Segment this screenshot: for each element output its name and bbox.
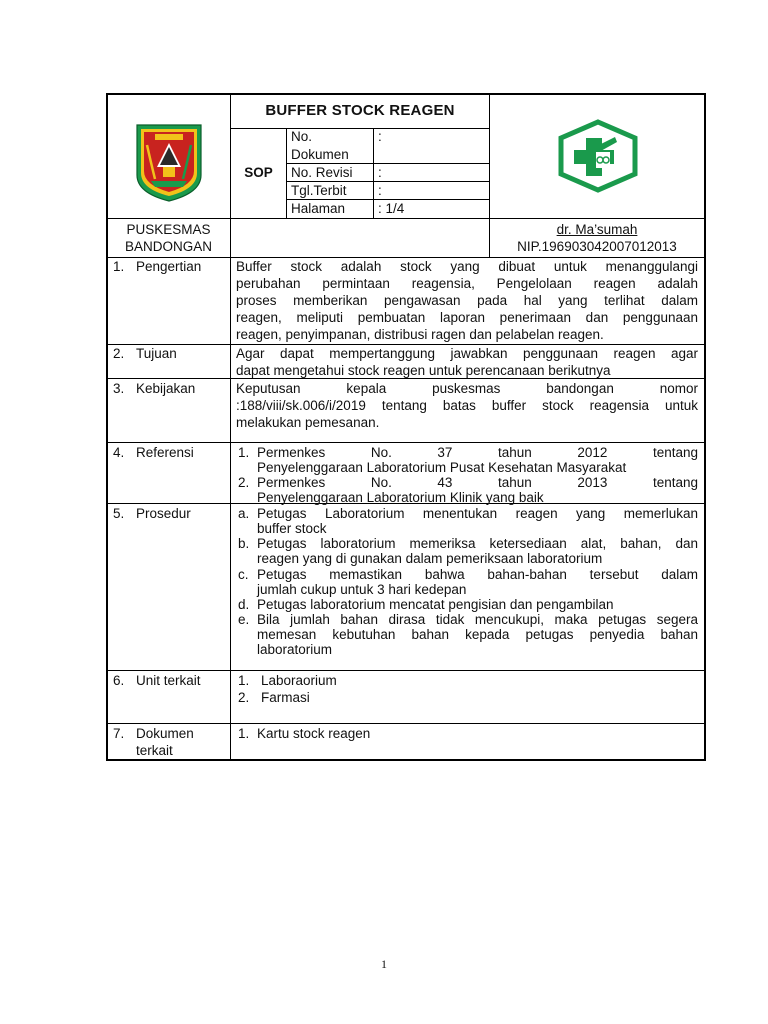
section-num-prosedur: 5. [113,506,125,521]
pengertian-line-5: reagen, penyimpanan, distribusi ragen dan pelabelan reagen. [236,327,604,342]
section-num-tujuan: 2. [113,346,125,361]
page-number: 1 [381,957,387,971]
signer-nip: NIP.196903042007012013 [517,239,677,254]
sop-label: SOP [244,165,273,180]
section-num-dokumen-terkait: 7. [113,726,125,741]
row-rule-unit [107,670,705,671]
section-num-kebijakan: 3. [113,381,125,396]
prosedur-marker-e: e. [238,612,250,627]
section-label-tujuan: Tujuan [136,346,177,361]
field-value-halaman: : 1/4 [378,201,405,216]
referensi-item-2-line-2: Penyelenggaraan Laboratorium Klinik yang baik [257,490,544,505]
prosedur-e-line-2: memesan kebutuhan bahan kepada petugas penyedia bahan [257,627,698,642]
dokumen-item-1: Kartu stock reagen [257,726,371,741]
row-rule-referensi [107,442,705,443]
section-label-dokumen-terkait-1: Dokumen [136,726,194,741]
section-label-prosedur: Prosedur [136,506,191,521]
org-name-line2: BANDONGAN [124,239,212,254]
column-divider-left [230,94,231,760]
unit-item-2: Farmasi [261,690,310,705]
field-label-no-dokumen-1: No. [291,129,313,144]
prosedur-marker-a: a. [238,506,250,521]
prosedur-b-line-1: Petugas laboratorium memeriksa ketersediaan alat, bahan, dan [257,536,698,551]
prosedur-marker-d: d. [238,597,250,612]
tujuan-line-1: Agar dapat mempertanggung jawabkan penggunaan reagen agar [236,346,698,361]
kebijakan-line-1: Keputusan kepala puskesmas bandongan nomor [236,381,698,396]
signer-name: dr. Ma’sumah [556,222,638,237]
pengertian-line-1: Buffer stock adalah stock yang dibuat untuk menanggulangi [236,259,698,274]
prosedur-d-line-1: Petugas laboratorium mencatat pengisian dan pengambilan [257,597,614,612]
referensi-item-1-line-2: Penyelenggaraan Laboratorium Pusat Kesehatan Masyarakat [257,460,627,475]
field-value-no-dokumen: : [378,129,382,144]
pengertian-line-4: reagen, meliputi pembuatan laporan penerimaan dan penggunaan [236,310,698,325]
prosedur-e-line-1: Bila jumlah bahan dirasa tidak mencukupi, maka petugas segera [257,612,698,627]
section-label-unit-terkait: Unit terkait [136,673,201,688]
section-label-referensi: Referensi [136,445,194,460]
unit-marker-1: 1. [238,673,250,688]
section-num-unit-terkait: 6. [113,673,125,688]
section-label-dokumen-terkait-2: terkait [136,743,173,758]
regency-coat-of-arms-logo [133,123,205,203]
prosedur-a-line-1: Petugas Laboratorium menentukan reagen yang memerlukan [257,506,698,521]
referensi-item-2-line-1: Permenkes No. 43 tahun 2013 tentang [257,475,698,490]
unit-marker-2: 2. [238,690,250,705]
section-label-pengertian: Pengertian [136,259,202,274]
field-value-divider [373,128,374,218]
field-label-no-revisi: No. Revisi [291,165,353,180]
header-bottom-rule [107,218,705,219]
org-name-line1: PUSKESMAS [126,222,211,237]
prosedur-c-line-2: jumlah cukup untuk 3 hari kedepan [257,582,467,597]
dokumen-marker-1: 1. [238,726,250,741]
row-rule-dokumen [107,723,705,724]
pengertian-line-2: perubahan permintaan reagensia, Pengelolaan reagen adalah [236,276,698,291]
field-label-halaman: Halaman [291,201,346,216]
document-title: BUFFER STOCK REAGEN [265,102,455,119]
pengertian-line-3: proses memberikan pengawasan pada hal yang terlihat dalam [236,293,698,308]
puskesmas-green-cross-logo [555,118,641,194]
referensi-item-1-line-1: Permenkes No. 37 tahun 2012 tentang [257,445,698,460]
field-label-tgl-terbit: Tgl.Terbit [291,183,347,198]
prosedur-c-line-1: Petugas memastikan bahwa bahan-bahan tersebut dalam [257,567,698,582]
kebijakan-line-2: :188/viii/sk.006/i/2019 tentang batas buffer stock reagensia untuk [236,398,698,413]
prosedur-marker-b: b. [238,536,250,551]
field-label-no-dokumen-2: Dokumen [291,147,349,162]
field-value-no-revisi: : [378,165,382,180]
section-label-kebijakan: Kebijakan [136,381,196,396]
prosedur-e-line-3: laboratorium [257,642,333,657]
field-value-tgl-terbit: : [378,183,382,198]
prosedur-b-line-2: reagen yang di gunakan dalam pemeriksaan laboratorium [257,551,603,566]
referensi-marker-2: 2. [238,475,250,490]
prosedur-a-line-2: buffer stock [257,521,327,536]
referensi-marker-1: 1. [238,445,250,460]
kebijakan-line-3: melakukan pemesanan. [236,415,380,430]
prosedur-marker-c: c. [238,567,249,582]
section-num-referensi: 4. [113,445,125,460]
section-num-pengertian: 1. [113,259,125,274]
tujuan-line-2: dapat mengetahui stock reagen untuk perencanaan berikutnya [236,363,611,378]
unit-item-1: Laboraorium [261,673,337,688]
title-bottom-rule [231,128,489,129]
sop-label-divider [286,128,287,218]
